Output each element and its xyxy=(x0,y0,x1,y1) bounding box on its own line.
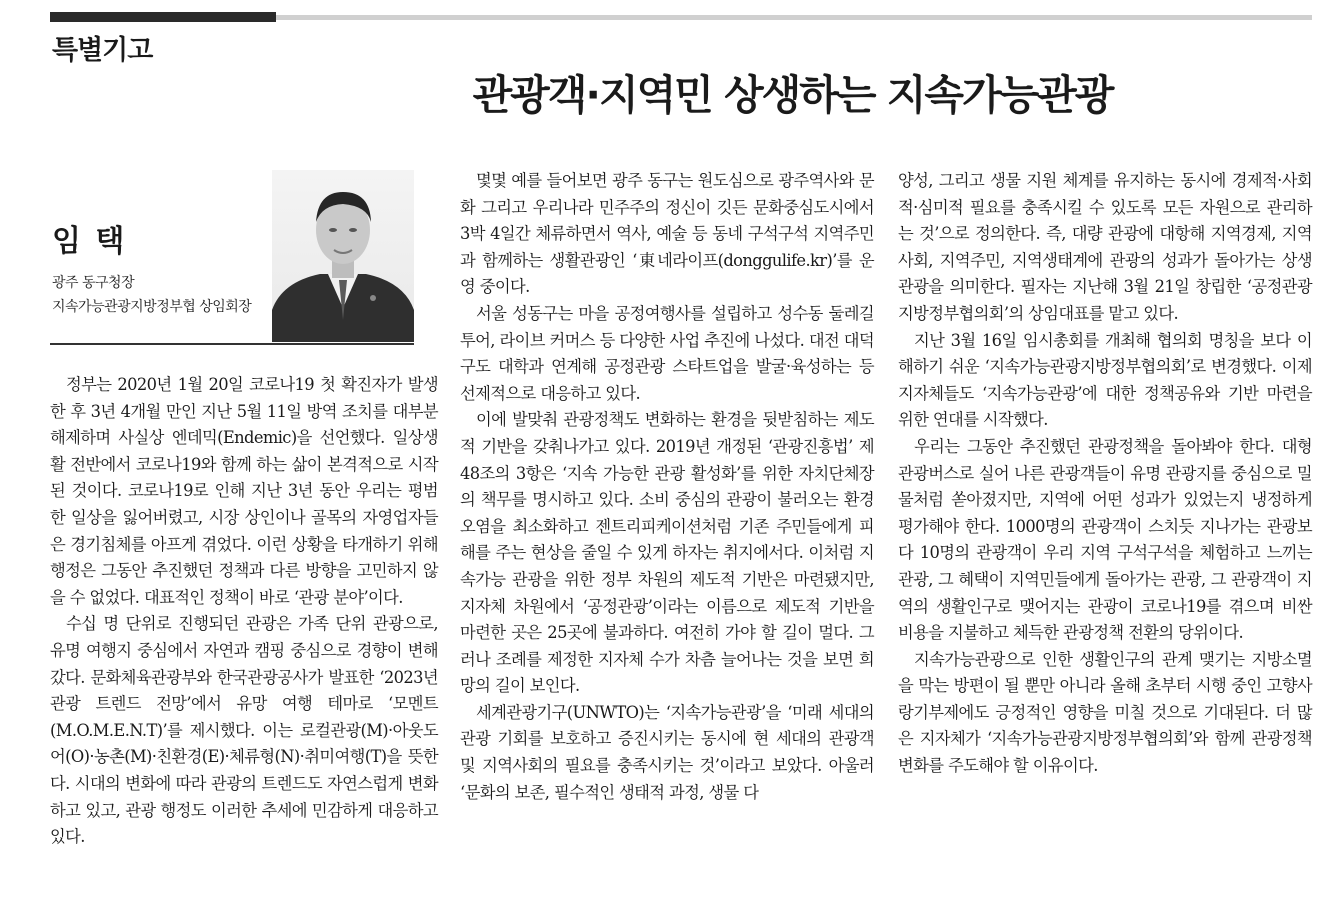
article-column-1 xyxy=(50,372,438,851)
article-column-3 xyxy=(898,168,1312,780)
author-photo xyxy=(272,170,414,342)
paragraph: 세계관광기구(UNWTO)는 ‘지속가능관광’을 ‘미래 세대의 관광 기회를 보호하고 증진시키는 동시에 현 세대의 관광객 및 지역사회의 필요를 충족시키는 것’이라고 보았다. 아울러 ‘문화의 보존, 필수적인 생태적 과정, 생물 다 xyxy=(460,702,874,802)
paragraph: 이에 발맞춰 관광정책도 변화하는 환경을 뒷받침하는 제도적 기반을 갖춰나가고 있다. 2019년 개정된 ‘관광진흥법’ 제48조의 3항은 ‘지속 가능한 관광 활성화’를 위한 자치단체장의 책무를 명시하고 있다. 소비 중심의 관광이 불러오는 환경오염을 최소화하고 젠트리피케이션처럼 기존 주민들에게 피해를 주는 현상을 줄일 수 있게 하자는 취지에서다. 이처럼 지속가능 관광을 위한 정부 차원의 제도적 기반은 마련됐지만, 지자체 차원에서 ‘공정관광’이라는 이름으로 제도적 기반을 마련한 곳은 25곳에 불과하다. 여전히 가야 할 길이 멀다. 그러나 조례를 제정한 지자체 수가 차츰 늘어나는 것을 보면 희망의 길이 보인다. xyxy=(460,410,874,696)
author-portrait-icon xyxy=(272,170,414,342)
author-name: 임 택 xyxy=(52,224,127,259)
author-box xyxy=(50,170,414,345)
paragraph: 우리는 그동안 추진했던 관광정책을 돌아봐야 한다. 대형 관광버스로 실어 나른 관광객들이 유명 관광지를 중심으로 밀물처럼 쏟아졌지만, 지역에 어떤 성과가 있었는지 냉정하게 평가해야 한다. 1000명의 관광객이 스치듯 지나가는 관광보다 10명의 관광객이 우리 지역 구석구석을 체험하고 느끼는 관광, 그 혜택이 지역민들에게 돌아가는 관광, 그 관광객이 지역의 생활인구로 맺어지는 관광이 코로나19를 겪으며 비싼 비용을 지불하고 체득한 관광정책 전환의 당위이다. xyxy=(898,436,1312,643)
author-title-1: 광주 동구청장 xyxy=(52,275,135,291)
paragraph: 정부는 2020년 1월 20일 코로나19 첫 확진자가 발생한 후 3년 4개월 만인 지난 5월 11일 방역 조치를 대부분 해제하며 사실상 엔데믹(Endemic)을 선언했다. 일상생활 전반에서 코로나19와 함께 하는 삶이 본격적으로 시작된 것이다. 코로나19로 인해 지난 3년 동안 우리는 평범한 일상을 잃어버렸고, 시장 상인이나 골목의 자영업자들은 경기침체를 아프게 겪었다. 이런 상황을 타개하기 위해 행정은 그동안 추진했던 정책과 다른 방향을 고민하지 않을 수 없었다. 대표적인 정책이 바로 ‘관광 분야’이다. xyxy=(50,375,438,607)
paragraph: 수십 명 단위로 진행되던 관광은 가족 단위 관광으로, 유명 여행지 중심에서 자연과 캠핑 중심으로 경향이 변해갔다. 문화체육관광부와 한국관광공사가 발표한 ‘2023년 관광 트렌드 전망’에서 유망 여행 테마로 ‘모멘트(M.O.M.E.N.T)’를 제시했다. 이는 로컬관광(M)·아웃도어(O)·농촌(M)·친환경(E)·체류형(N)·취미여행(T)을 뜻한다. 시대의 변화에 따라 관광의 트렌드도 자연스럽게 변화하고 있고, 관광 행정도 이러한 추세에 민감하게 대응하고 있다. xyxy=(50,614,438,847)
paragraph: 몇몇 예를 들어보면 광주 동구는 원도심으로 광주역사와 문화 그리고 우리나라 민주주의 정신이 깃든 문화중심도시에서 3박 4일간 체류하면서 역사, 예술 등 동네 구석구석 지역주민과 함께하는 생활관광인 ‘東네라이프(donggulife.kr)’를 운영 중이다. xyxy=(460,171,874,297)
header-rule xyxy=(50,12,1312,22)
headline: 관광객·지역민 상생하는 지속가능관광 xyxy=(472,71,1113,119)
section-label: 특별기고 xyxy=(52,35,153,66)
header-rule-light xyxy=(276,15,1312,20)
paragraph: 지난 3월 16일 임시총회를 개최해 협의회 명칭을 보다 이해하기 쉬운 ‘지속가능관광지방정부협의회’로 변경했다. 이제 지자체들도 ‘지속가능관광’에 대한 정책공유와 기반 마련을 위한 연대를 시작했다. xyxy=(898,330,1312,430)
paragraph: 서울 성동구는 마을 공정여행사를 설립하고 성수동 둘레길 투어, 라이브 커머스 등 다양한 사업 추진에 나섰다. 대전 대덕구도 대학과 연계해 공정관광 스타트업을 발굴·육성하는 등 선제적으로 대응하고 있다. xyxy=(460,303,874,403)
article-column-2 xyxy=(460,168,874,806)
paragraph: 지속가능관광으로 인한 생활인구의 관계 맺기는 지방소멸을 막는 방편이 될 뿐만 아니라 올해 초부터 시행 중인 고향사랑기부제에도 긍정적인 영향을 미칠 것으로 기대된다. 더 많은 지자체가 ‘지속가능관광지방정부협의회’와 함께 관광정책 변화를 주도해야 할 이유이다. xyxy=(898,649,1312,776)
header-rule-dark xyxy=(50,12,276,22)
paragraph: 양성, 그리고 생물 지원 체계를 유지하는 동시에 경제적·사회적·심미적 필요를 충족시킬 수 있도록 모든 자원으로 관리하는 것’으로 정의한다. 즉, 대량 관광에 대항해 지역경제, 지역사회, 지역주민, 지역생태계에 관광의 성과가 돌아가는 상생 관광을 의미한다. 필자는 지난해 3월 21일 창립한 ‘공정관광지방정부협의회’의 상임대표를 맡고 있다. xyxy=(898,171,1312,323)
author-title-2: 지속가능관광지방정부협 상임회장 xyxy=(52,299,252,315)
